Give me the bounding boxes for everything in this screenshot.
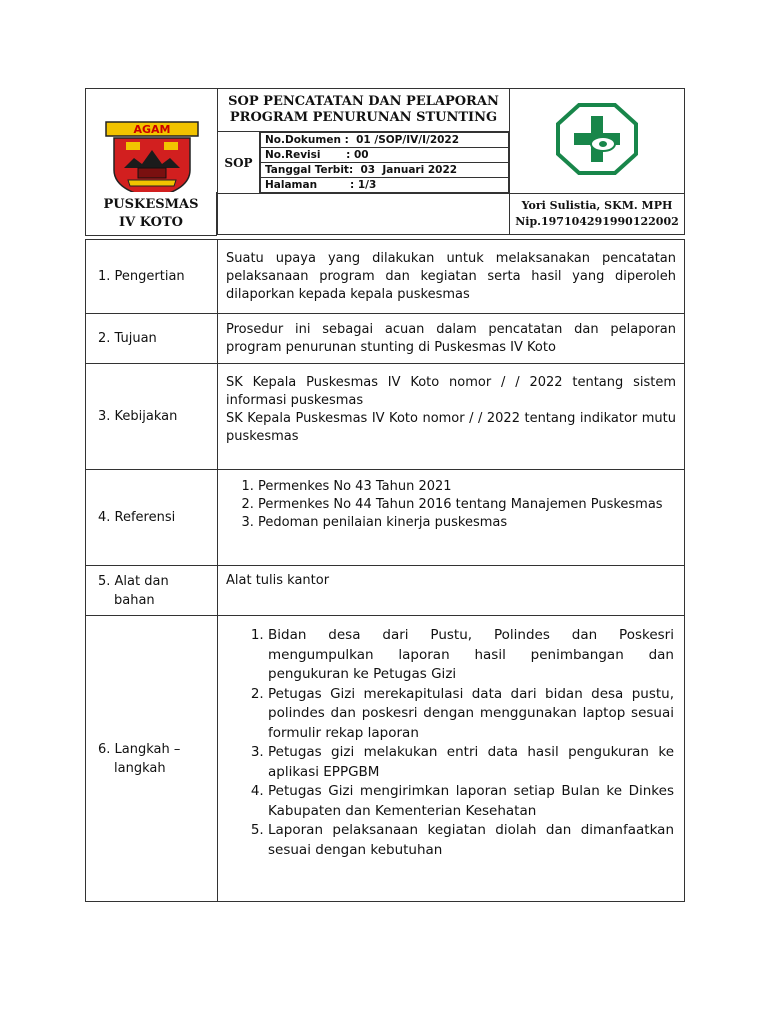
row-tujuan [86,314,685,364]
signer-nip: Nip.197104291990122002 [515,215,679,228]
referensi-list [226,478,676,532]
label-pengertian: 1. Pengertian [86,240,218,314]
sop-label: SOP [218,132,260,194]
row-kebijakan [86,364,685,470]
list-item: 2. Permenkes No 44 Tahun 2016 tentang Manajemen Puskesmas [258,496,676,514]
sop-meta-cell [260,132,510,194]
signer-name: Yori Sulistia, SKM. MPH [521,199,673,212]
label-kebijakan: 3. Kebijakan [86,364,218,470]
content-alat: Alat tulis kantor [218,566,685,616]
sop-document [85,88,684,902]
content-referensi [218,470,685,566]
content-langkah [218,616,685,902]
meta-halaman: Halaman : 1/3 [261,178,509,193]
list-item: 3. Pedoman penilaian kinerja puskesmas [258,514,676,532]
kebijakan-item: SK Kepala Puskesmas IV Koto nomor / / 2022 tentang sistem informasi puskesmas [226,375,676,408]
kebijakan-item: SK Kepala Puskesmas IV Koto nomor / / 2022 tentang indikator mutu puskesmas [226,411,676,444]
org-name-line2: IV KOTO [119,215,183,230]
sop-body [85,239,685,902]
langkah-list [226,626,674,860]
row-alat [86,566,685,616]
agam-logo [104,120,200,200]
list-item: 2. Petugas Gizi merekapitulasi data dari bidan desa pustu, polindes dan poskesri dengan menggunakan laptop sesuai formulir rekap laporan [268,685,674,744]
list-item: 3. Petugas gizi melakukan entri data hasil pengukuran ke aplikasi EPPGBM [268,743,674,782]
row-langkah [86,616,685,902]
content-tujuan: Prosedur ini sebagai acuan dalam pencatatan dan pelaporan program penurunan stunting di Puskesmas IV Koto [218,314,685,364]
meta-no-revisi: No.Revisi : 00 [261,148,509,163]
content-kebijakan [218,364,685,470]
row-referensi [86,470,685,566]
content-pengertian: Suatu upaya yang dilakukan untuk melaksanakan pencatatan pelaksanaan program dan kegiatan serta hasil yang diperoleh dilaporkan kepada kepala puskesmas [218,240,685,314]
puskesmas-logo-cell [510,89,685,194]
row-pengertian [86,240,685,314]
label-referensi: 4. Referensi [86,470,218,566]
sop-title-line2: PROGRAM PENURUNAN STUNTING [229,110,498,125]
list-item: 4. Petugas Gizi mengirimkan laporan setiap Bulan ke Dinkes Kabupaten dan Kementerian Kesehatan [268,782,674,821]
signer-cell [510,194,685,235]
org-name [85,192,217,236]
label-alat: 5. Alat dan bahan [86,566,218,616]
list-item: 1. Bidan desa dari Pustu, Polindes dan Poskesri mengumpulkan laporan hasil penimbangan dan pengukuran ke Petugas Gizi [268,626,674,685]
list-item: 5. Laporan pelaksanaan kegiatan diolah dan dimanfaatkan sesuai dengan kebutuhan [268,821,674,860]
sop-title-line1: SOP PENCATATAN DAN PELAPORAN [228,94,499,109]
sop-meta-table [260,132,509,193]
meta-no-dokumen: No.Dokumen : 01 /SOP/IV/I/2022 [261,133,509,148]
label-tujuan: 2. Tujuan [86,314,218,364]
label-langkah: 6. Langkah – langkah [86,616,218,902]
puskesmas-logo [555,102,639,176]
agam-logo-text: AGAM [132,122,171,136]
sop-title [218,89,510,132]
meta-tanggal-terbit: Tanggal Terbit: 03 Januari 2022 [261,163,509,178]
list-item: 1. Permenkes No 43 Tahun 2021 [258,478,676,496]
org-name-line1: PUSKESMAS [103,197,199,212]
empty-cell [218,194,510,235]
